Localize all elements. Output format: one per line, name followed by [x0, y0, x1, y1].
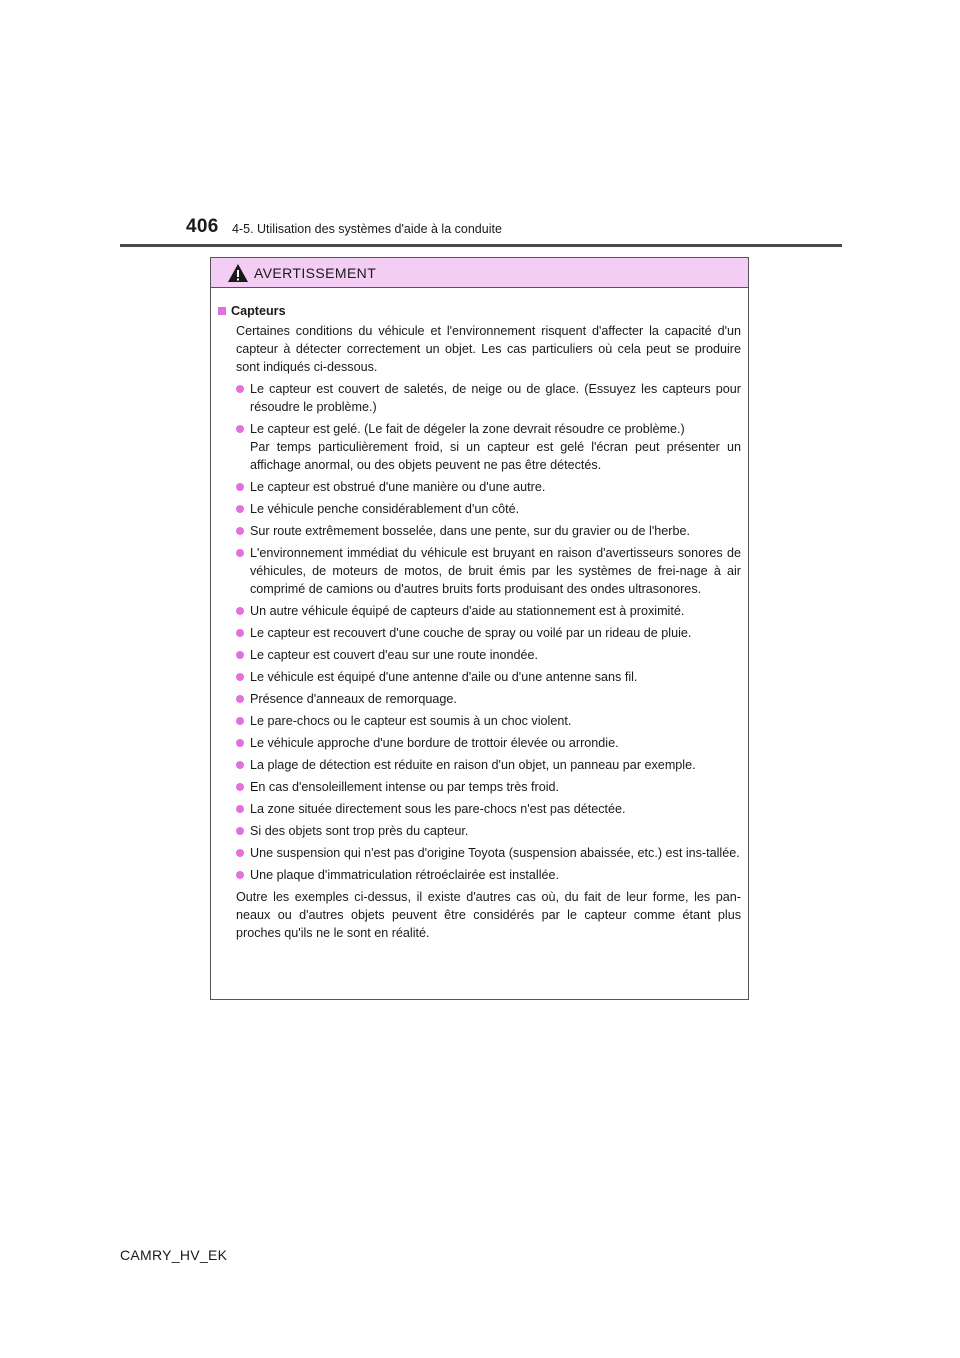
list-item — [236, 500, 741, 518]
circle-bullet-icon — [236, 739, 244, 747]
list-item-text — [250, 822, 741, 840]
list-item-line: Le véhicule approche d'une bordure de trottoir élevée ou arrondie. — [250, 736, 619, 750]
circle-bullet-icon — [236, 673, 244, 681]
list-item-line: L'environnement immédiat du véhicule est bruyant en raison d'avertisseurs sonores de véhicules, de moteurs de motos, de bruit émis par les systèmes de frei-nage à air comprimé de camions ou d'autres bruits forts produisant des ondes ultrasonores. — [250, 546, 741, 596]
list-item-line: Si des objets sont trop près du capteur. — [250, 824, 469, 838]
list-item-line: Le véhicule est équipé d'une antenne d'aile ou d'une antenne sans fil. — [250, 670, 638, 684]
circle-bullet-icon — [236, 629, 244, 637]
circle-bullet-icon — [236, 651, 244, 659]
list-item — [236, 778, 741, 796]
warning-box — [210, 257, 749, 1000]
list-item-line: Un autre véhicule équipé de capteurs d'aide au stationnement est à proximité. — [250, 604, 685, 618]
list-item-text — [250, 844, 741, 862]
outro-paragraph: Outre les exemples ci-dessus, il existe d'autres cas où, du fait de leur forme, les pan-neaux ou d'autres objets peuvent être considérés par le capteur comme étant plus proches qu'ils ne le sont en réalité. — [236, 890, 741, 940]
list-item-text — [250, 756, 741, 774]
header-rule — [120, 244, 842, 247]
list-item-text — [250, 522, 741, 540]
list-item — [236, 624, 741, 642]
list-item — [236, 800, 741, 818]
list-item-text — [250, 624, 741, 642]
list-item-line: Le capteur est gelé. (Le fait de dégeler la zone devrait résoudre ce problème.) — [250, 422, 685, 436]
warning-header — [211, 258, 748, 288]
list-item-line: Présence d'anneaux de remorquage. — [250, 692, 457, 706]
warning-body — [211, 288, 748, 942]
list-item — [236, 602, 741, 620]
list-item — [236, 522, 741, 540]
warning-title: AVERTISSEMENT — [254, 264, 377, 281]
warning-triangle-icon — [227, 263, 249, 283]
circle-bullet-icon — [236, 849, 244, 857]
list-item — [236, 712, 741, 730]
list-item-line: Le capteur est couvert de saletés, de neige ou de glace. (Essuyez les capteurs pour résoudre le problème.) — [250, 382, 741, 414]
list-item — [236, 420, 741, 474]
circle-bullet-icon — [236, 717, 244, 725]
circle-bullet-icon — [236, 783, 244, 791]
list-item-line: La plage de détection est réduite en raison d'un objet, un panneau par exemple. — [250, 758, 696, 772]
circle-bullet-icon — [236, 607, 244, 615]
page-number: 406 — [186, 216, 219, 237]
circle-bullet-icon — [236, 827, 244, 835]
list-item-text — [250, 668, 741, 686]
list-item-line: Le capteur est obstrué d'une manière ou d'une autre. — [250, 480, 546, 494]
circle-bullet-icon — [236, 805, 244, 813]
list-item-text — [250, 800, 741, 818]
intro-paragraph: Certaines conditions du véhicule et l'environnement risquent d'affecter la capacité d'un capteur à détecter correctement un objet. Les cas particuliers où cela peut se produire sont indiqués ci-dessous. — [236, 324, 741, 374]
list-item — [236, 380, 741, 416]
list-item-line: Le capteur est recouvert d'une couche de spray ou voilé par un rideau de pluie. — [250, 626, 692, 640]
list-item-text — [250, 778, 741, 796]
list-item — [236, 668, 741, 686]
list-item-line: Sur route extrêmement bosselée, dans une pente, sur du gravier ou de l'herbe. — [250, 524, 690, 538]
list-item-text — [250, 500, 741, 518]
circle-bullet-icon — [236, 385, 244, 393]
list-item-line: La zone située directement sous les pare-chocs n'est pas détectée. — [250, 802, 626, 816]
list-item-line: Le véhicule penche considérablement d'un côté. — [250, 502, 520, 516]
circle-bullet-icon — [236, 425, 244, 433]
circle-bullet-icon — [236, 483, 244, 491]
list-item-line: Par temps particulièrement froid, si un capteur est gelé l'écran peut présenter un affichage anormal, ou des objets peuvent ne pas être détectés. — [250, 440, 741, 472]
list-item — [236, 844, 741, 862]
list-item — [236, 866, 741, 884]
section-title: 4-5. Utilisation des systèmes d'aide à la conduite — [232, 222, 502, 236]
list-item-line: Le capteur est couvert d'eau sur une route inondée. — [250, 648, 539, 662]
list-item — [236, 690, 741, 708]
list-item-line: Le pare-chocs ou le capteur est soumis à un choc violent. — [250, 714, 572, 728]
list-item-text — [250, 866, 741, 884]
circle-bullet-icon — [236, 871, 244, 879]
list-item-line: Une suspension qui n'est pas d'origine Toyota (suspension abaissée, etc.) est ins-tallée. — [250, 846, 740, 860]
list-item — [236, 478, 741, 496]
list-item-line: En cas d'ensoleillement intense ou par temps très froid. — [250, 780, 560, 794]
circle-bullet-icon — [236, 505, 244, 513]
footer-model: CAMRY_HV_EK — [120, 1247, 228, 1263]
list-item — [236, 756, 741, 774]
list-item — [236, 734, 741, 752]
list-item-text — [250, 734, 741, 752]
sub-heading-text: Capteurs — [231, 304, 286, 318]
list-item-text — [250, 420, 741, 474]
sub-heading — [218, 302, 741, 320]
list-item — [236, 822, 741, 840]
list-item-line: Une plaque d'immatriculation rétroéclairée est installée. — [250, 868, 560, 882]
condition-list — [218, 380, 741, 884]
list-item — [236, 544, 741, 598]
circle-bullet-icon — [236, 695, 244, 703]
list-item-text — [250, 544, 741, 598]
circle-bullet-icon — [236, 761, 244, 769]
circle-bullet-icon — [236, 549, 244, 557]
list-item — [236, 646, 741, 664]
list-item-text — [250, 380, 741, 416]
list-item-text — [250, 602, 741, 620]
list-item-text — [250, 712, 741, 730]
circle-bullet-icon — [236, 527, 244, 535]
list-item-text — [250, 690, 741, 708]
square-bullet-icon — [218, 307, 226, 315]
list-item-text — [250, 646, 741, 664]
list-item-text — [250, 478, 741, 496]
